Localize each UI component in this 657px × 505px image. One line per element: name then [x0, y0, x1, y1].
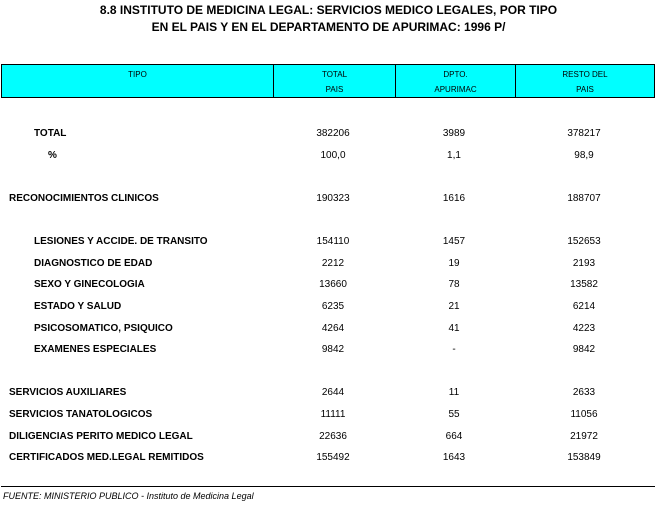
row-label: SERVICIOS TANATOLOGICOS — [9, 409, 153, 420]
cell-resto-pais: 9842 — [572, 344, 596, 355]
cell-resto-pais: 2193 — [572, 258, 596, 269]
cell-total-pais: 9842 — [321, 344, 345, 355]
cell-resto-pais: 11056 — [570, 409, 598, 420]
cell-dpto-apurimac: 19 — [448, 258, 460, 269]
cell-total-pais: 155492 — [316, 452, 350, 463]
cell-total-pais: 13660 — [319, 279, 347, 290]
table-row — [0, 321, 657, 337]
header-resto-pais: RESTO DEL PAIS — [515, 65, 654, 97]
row-label: TOTAL — [34, 128, 67, 139]
cell-total-pais: 190323 — [316, 193, 350, 204]
header-tipo: TIPO — [128, 70, 147, 79]
cell-resto-pais: 98,9 — [574, 150, 594, 161]
cell-dpto-apurimac: 21 — [448, 301, 460, 312]
cell-dpto-apurimac: 1457 — [442, 236, 466, 247]
cell-dpto-apurimac: 3989 — [442, 128, 466, 139]
row-label: LESIONES Y ACCIDE. DE TRANSITO — [34, 236, 208, 247]
cell-total-pais: 382206 — [316, 128, 350, 139]
table-row — [0, 450, 657, 466]
table-row-total — [0, 126, 657, 142]
row-label: ESTADO Y SALUD — [34, 301, 122, 312]
cell-dpto-apurimac: 1616 — [442, 193, 466, 204]
row-label: SERVICIOS AUXILIARES — [9, 387, 127, 398]
cell-dpto-apurimac: 1,1 — [447, 150, 461, 161]
table-header — [1, 64, 655, 98]
row-label: SEXO Y GINECOLOGIA — [34, 279, 145, 290]
table-row — [0, 429, 657, 445]
cell-resto-pais: 378217 — [567, 128, 601, 139]
row-label: CERTIFICADOS MED.LEGAL REMITIDOS — [9, 452, 204, 463]
row-label: EXAMENES ESPECIALES — [34, 344, 157, 355]
table-row — [0, 256, 657, 272]
row-label: RECONOCIMIENTOS CLINICOS — [9, 193, 159, 204]
cell-dpto-apurimac: - — [452, 344, 456, 355]
cell-dpto-apurimac: 664 — [445, 431, 463, 442]
table-row — [0, 342, 657, 358]
header-total-pais: TOTAL PAIS — [273, 65, 395, 97]
row-label: PSICOSOMATICO, PSIQUICO — [34, 323, 173, 334]
cell-total-pais: 11111 — [320, 409, 346, 420]
table-row — [0, 299, 657, 315]
table-title-line-1: 8.8 INSTITUTO DE MEDICINA LEGAL: SERVICIOS MEDICO LEGALES, POR TIPO — [99, 3, 558, 17]
table-row-percent — [0, 148, 657, 164]
cell-dpto-apurimac: 78 — [448, 279, 460, 290]
cell-dpto-apurimac: 55 — [448, 409, 460, 420]
table-row — [0, 191, 657, 207]
table-row — [0, 385, 657, 401]
cell-total-pais: 154110 — [316, 236, 350, 247]
cell-total-pais: 22636 — [319, 431, 347, 442]
cell-dpto-apurimac: 11 — [448, 387, 460, 398]
row-label: DIAGNOSTICO DE EDAD — [34, 258, 153, 269]
cell-total-pais: 100,0 — [320, 150, 346, 161]
cell-resto-pais: 152653 — [567, 236, 601, 247]
cell-resto-pais: 21972 — [570, 431, 598, 442]
cell-resto-pais: 153849 — [567, 452, 601, 463]
source-note: FUENTE: MINISTERIO PUBLICO - Instituto de Medicina Legal — [3, 491, 254, 501]
cell-dpto-apurimac: 1643 — [442, 452, 466, 463]
cell-total-pais: 2644 — [321, 387, 345, 398]
cell-resto-pais: 13582 — [570, 279, 598, 290]
footer-divider — [1, 486, 655, 487]
cell-total-pais: 2212 — [321, 258, 345, 269]
cell-total-pais: 4264 — [321, 323, 345, 334]
row-label: % — [48, 150, 57, 161]
table-row — [0, 277, 657, 293]
table-row — [0, 234, 657, 250]
cell-resto-pais: 2633 — [572, 387, 596, 398]
table-title-line-2: EN EL PAIS Y EN EL DEPARTAMENTO DE APURIMAC: 1996 P/ — [151, 20, 506, 34]
cell-resto-pais: 4223 — [572, 323, 596, 334]
row-label: DILIGENCIAS PERITO MEDICO LEGAL — [9, 431, 193, 442]
cell-resto-pais: 188707 — [567, 193, 601, 204]
table-row — [0, 407, 657, 423]
cell-resto-pais: 6214 — [572, 301, 596, 312]
cell-dpto-apurimac: 41 — [448, 323, 460, 334]
cell-total-pais: 6235 — [321, 301, 345, 312]
header-dpto-apurimac: DPTO. APURIMAC — [395, 65, 515, 97]
